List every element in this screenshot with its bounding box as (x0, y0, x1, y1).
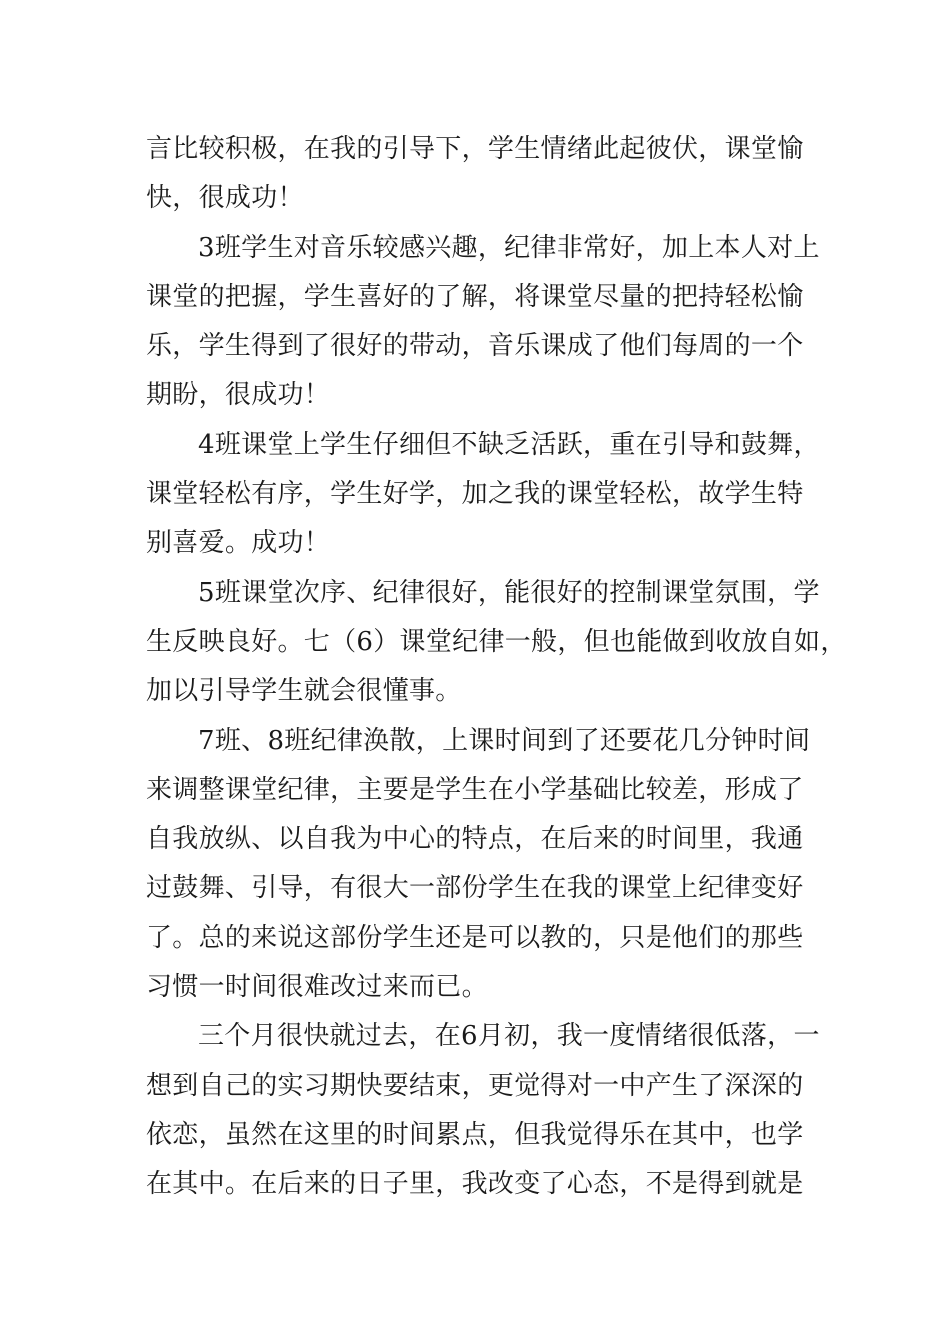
text-line: 了。总的来说这部份学生还是可以教的，只是他们的那些 (146, 922, 804, 953)
text-line: 加以引导学生就会很懂事。 (146, 676, 462, 707)
text-line: 想到自己的实习期快要结束，更觉得对一中产生了深深的 (146, 1070, 804, 1101)
text-line: 三个月很快就过去，在6月初，我一度情绪很低落，一 (198, 1021, 820, 1052)
text-line: 课堂轻松有序，学生好学，加之我的课堂轻松，故学生特 (146, 479, 804, 510)
text-line: 来调整课堂纪律，主要是学生在小学基础比较差，形成了 (146, 774, 804, 805)
text-line: 生反映良好。七（6）课堂纪律一般，但也能做到收放自如， (146, 626, 847, 657)
text-line: 期盼，很成功！ (146, 380, 331, 411)
text-line: 言比较积极，在我的引导下，学生情绪此起彼伏，课堂愉 (146, 134, 804, 164)
text-line: 乐，学生得到了很好的带动，音乐课成了他们每周的一个 (146, 331, 804, 362)
text-line: 4班课堂上学生仔细但不缺乏活跃，重在引导和鼓舞， (198, 429, 820, 460)
text-line: 别喜爱。成功！ (146, 528, 331, 559)
text-line: 在其中。在后来的日子里，我改变了心态，不是得到就是 (146, 1169, 804, 1200)
text-line: 依恋，虽然在这里的时间累点，但我觉得乐在其中，也学 (146, 1119, 804, 1150)
text-line: 过鼓舞、引导，有很大一部份学生在我的课堂上纪律变好 (146, 873, 804, 904)
text-line: 快，很成功！ (146, 183, 304, 214)
text-line: 7班、8班纪律涣散，上课时间到了还要花几分钟时间 (198, 725, 811, 756)
text-line: 课堂的把握，学生喜好的了解，将课堂尽量的把持轻松愉 (146, 281, 804, 312)
text-line: 自我放纵、以自我为中心的特点，在后来的时间里，我通 (146, 824, 804, 855)
document-body (146, 125, 847, 1210)
text-line: 3班学生对音乐较感兴趣，纪律非常好，加上本人对上 (198, 232, 820, 263)
text-line: 5班课堂次序、纪律很好，能很好的控制课堂氛围，学 (198, 577, 820, 608)
text-line: 习惯一时间很难改过来而已。 (146, 972, 488, 1003)
